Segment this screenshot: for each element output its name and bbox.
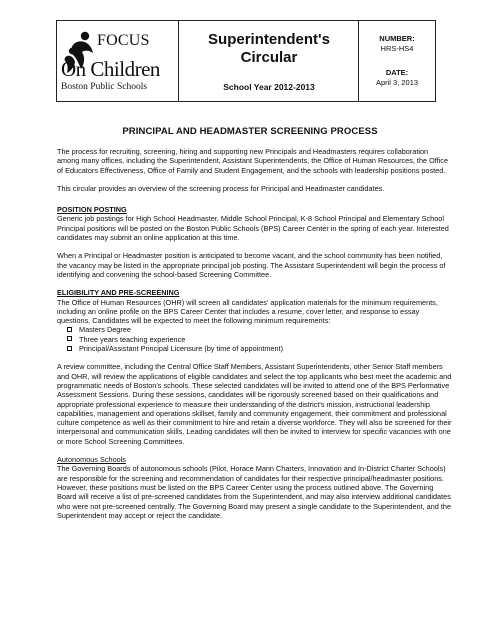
intro-paragraph-2: This circular provides an overview of the screening process for Principal and Headmaster candidates. xyxy=(57,183,385,193)
review-paragraph: A review committee, including the Central Office Staff Members, Assistant Superintendents, other Senior Staff members and OHR, will review the applications of eligible candidates and select the top applicants who best meet the academic and programmatic needs of Boston's schools. These selected candidates will be invited to attend one of the BPS Performative Assessment Sessions. During these sessions, candidates will be rigorously screened based on their qualifications and appropriate professional experience to measure their understanding of the district's mission, instructional leadership capabilities, management and operations skillset, family and community engagement, their commitment and professional culture competence as well as their commitment to hire and retain a diverse workforce. They will also be screened for their interpersonal and communication skills. Leading candidates will then be invited to interview for specific vacancies with one or more School Screening Committees. xyxy=(57,362,452,446)
section-heading-position-posting: POSITION POSTING xyxy=(57,205,127,215)
section-heading-eligibility: ELIGIBILITY AND PRE-SCREENING xyxy=(57,288,180,298)
checkbox-bullet-icon xyxy=(67,336,72,341)
list-item xyxy=(67,325,452,334)
requirements-list xyxy=(57,325,452,353)
logo-wordmark-on-children: On Children xyxy=(61,57,160,81)
checkbox-bullet-icon xyxy=(67,327,72,332)
date-label: DATE: xyxy=(385,68,409,77)
number-value: HRS-HS4 xyxy=(380,44,414,53)
circular-meta-block xyxy=(359,21,435,101)
focus-on-children-logo xyxy=(57,21,179,101)
circular-title xyxy=(179,31,359,67)
posting-paragraph-1: Generic job postings for High School Headmaster, Middle School Principal, K-8 School Principal and Elementary School Principal positions will be posted on the Boston Public Schools (BPS) Career Center in the spring of each year. Interested candidates may submit an online application at this time. xyxy=(57,214,449,243)
document-body xyxy=(57,147,452,529)
number-label: NUMBER: xyxy=(379,34,415,43)
requirement-text: Masters Degree xyxy=(79,325,131,335)
list-item xyxy=(67,335,452,344)
section-heading-autonomous-schools: Autonomous Schools xyxy=(57,455,126,465)
checkbox-bullet-icon xyxy=(67,346,72,351)
requirement-text: Principal/Assistant Principal Licensure (by time of appointment) xyxy=(79,344,283,354)
list-item xyxy=(67,344,452,353)
eligibility-paragraph: The Office of Human Resources (OHR) will screen all candidates' application materials for the minimum requirements, including an online profile on the BPS Career Center that includes a resume, cover letter, and response to essay questions. Candidates will be expected to meet the following minimum requirements: xyxy=(57,297,438,326)
intro-paragraph-1: The process for recruiting, screening, hiring and supporting new Principals and Headmasters requires collaboration among many offices, including the Superintendent, Assistant Superintendents, the Office of Human Resources, the Office of Educators Effectiveness, Office of Family and Student Engagement, and the schools with leadership positions posted. xyxy=(57,147,449,175)
circular-title-line2: Circular xyxy=(240,49,298,66)
posting-paragraph-2: When a Principal or Headmaster position is anticipated to become vacant, and the school community has been notified, the vacancy may be listed in the appropriate principal job posting. The Assistant Superintendent will begin the process of identifying and convening the school-based Screening Committee. xyxy=(57,251,446,279)
date-value: April 3, 2013 xyxy=(375,78,419,87)
logo-wordmark-bps: Boston Public Schools xyxy=(61,82,148,92)
logo-wordmark-focus: FOCUS xyxy=(97,32,150,49)
school-year: School Year 2012-2013 xyxy=(223,82,315,92)
autonomous-paragraph: The Governing Boards of autonomous schools (Pilot, Horace Mann Charters, Innovation and In-District Charter Schools) are responsible for the screening and recommendation of candidates for their respective principal/headmaster positions. However, these positions must be listed on the BPS Career Center using the process outlined above. The Governing Board will receive a list of pre-screened candidates from the Superintendent, and may also interview additional candidates who were not pre-screened centrally. The Governing Board may present a single candidate to the Superintendent, and the Superintendent may accept or reject the candidate. xyxy=(57,464,452,520)
circular-header xyxy=(56,20,436,102)
circular-title-block xyxy=(179,21,359,101)
requirement-text: Three years teaching experience xyxy=(79,334,186,344)
document-title: PRINCIPAL AND HEADMASTER SCREENING PROCESS xyxy=(122,126,378,137)
circular-title-line1: Superintendent's xyxy=(208,31,330,48)
